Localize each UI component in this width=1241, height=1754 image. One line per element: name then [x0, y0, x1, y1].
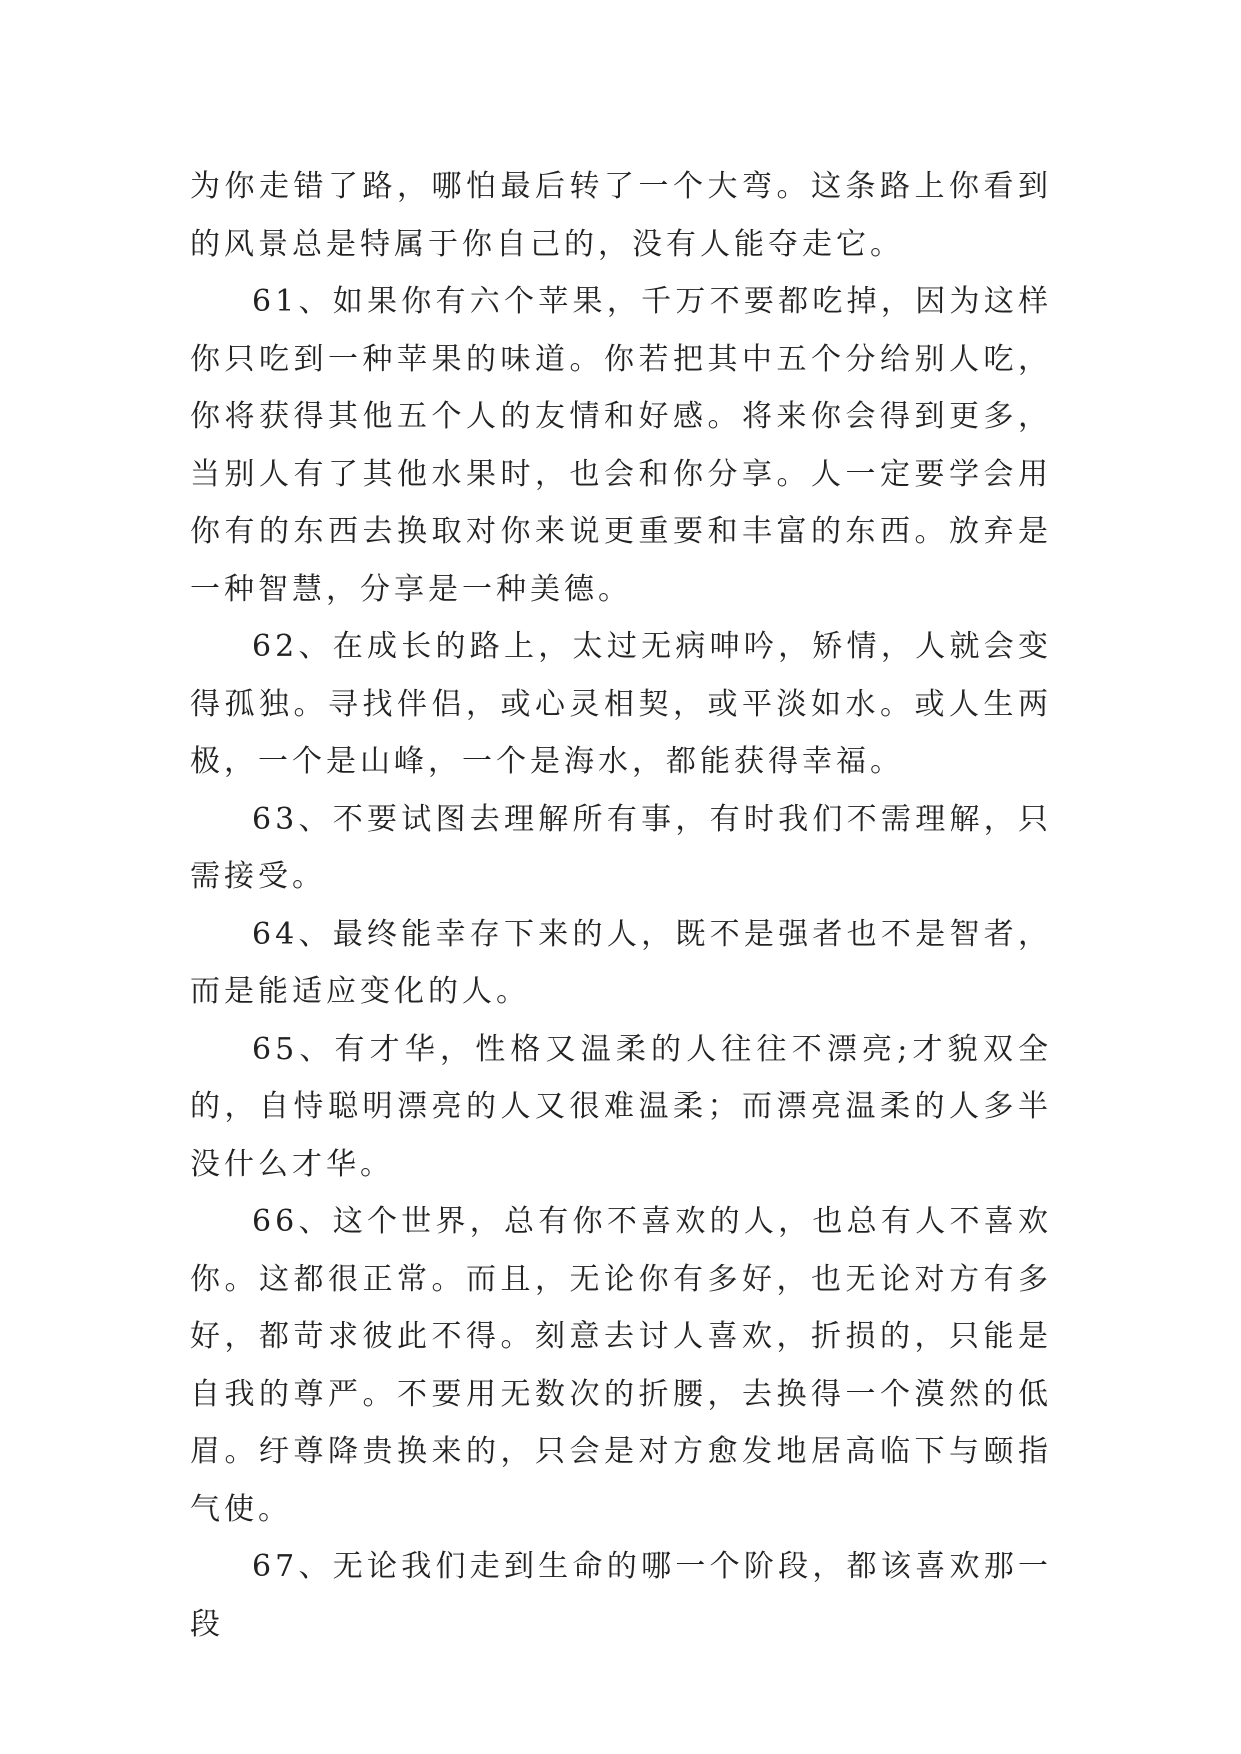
document-body [190, 158, 1052, 1653]
paragraph-65: 65、有才华，性格又温柔的人往往不漂亮;才貌双全的，自恃聪明漂亮的人又很难温柔；而漂亮温柔的人多半没什么才华。 [190, 1031, 1052, 1182]
paragraph-66: 66、这个世界，总有你不喜欢的人，也总有人不喜欢你。这都很正常。而且，无论你有多好，也无论对方有多好，都苛求彼此不得。刻意去讨人喜欢，折损的，只能是自我的尊严。不要用无数次的折腰，去换得一个漠然的低眉。纡尊降贵换来的，只会是对方愈发地居高临下与颐指气使。 [190, 1204, 1052, 1527]
paragraph-61: 61、如果你有六个苹果，千万不要都吃掉，因为这样你只吃到一种苹果的味道。你若把其中五个分给别人吃，你将获得其他五个人的友情和好感。将来你会得到更多，当别人有了其他水果时，也会和你分享。人一定要学会用你有的东西去换取对你来说更重要和丰富的东西。放弃是一种智慧，分享是一种美德。 [190, 284, 1052, 607]
paragraph-67: 67、无论我们走到生命的哪一个阶段，都该喜欢那一段 [190, 1549, 1052, 1642]
paragraph-64: 64、最终能幸存下来的人，既不是强者也不是智者，而是能适应变化的人。 [190, 916, 1052, 1009]
paragraph-63: 63、不要试图去理解所有事，有时我们不需理解，只需接受。 [190, 801, 1052, 894]
paragraph-62: 62、在成长的路上，太过无病呻吟，矫情，人就会变得孤独。寻找伴侣，或心灵相契，或平淡如水。或人生两极，一个是山峰，一个是海水，都能获得幸福。 [190, 629, 1052, 779]
paragraph-continuation: 为你走错了路，哪怕最后转了一个大弯。这条路上你看到的风景总是特属于你自己的，没有人能夺走它。 [190, 169, 1052, 262]
